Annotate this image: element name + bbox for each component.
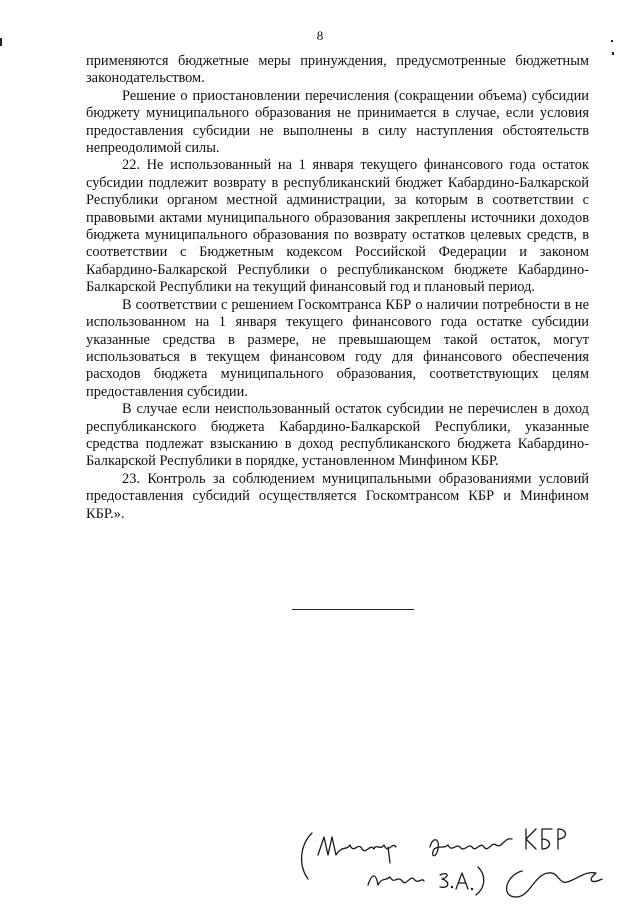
document-body <box>86 53 589 523</box>
paragraph-clause-22: 22. Не использованный на 1 января текущего финансового года остаток субсидии подлежит возврату в республиканский бюджет Кабардино-Балкарской Республики органом местной администрации, за которым в соответствии с правовыми актами муниципального образования закреплены источники доходов бюджета муниципального образования по возврату остатков целевых средств, в соответствии с Бюджетным кодексом Российской Федерации и законом Кабардино-Балкарской Республики о республиканском бюджете Кабардино-Балкарской Республики на текущий финансовый год и плановый период. <box>86 157 589 296</box>
paragraph: Решение о приостановлении перечисления (сокращении объема) субсидии бюджету муниципального образования не принимается в случае, если условия предоставления субсидии не выполнены в силу наступления обстоятельств непреодолимой силы. <box>86 87 589 157</box>
paragraph: В случае если неиспользованный остаток субсидии не перечислен в доход республиканского бюджета Кабардино-Балкарской Республики, указанные средства подлежат взысканию в доход республиканского бюджета Кабардино-Балкарской Республики в порядке, установленном Минфином КБР. <box>86 401 589 470</box>
divider-line <box>292 609 414 610</box>
left-edge-mark <box>0 38 2 46</box>
paragraph-clause-23: 23. Контроль за соблюдением муниципальными образованиями условий предоставления субсидий осуществляется Госкомтрансом КБР и Минфином КБР.». <box>86 470 589 522</box>
page-number: 8 <box>316 28 324 43</box>
right-edge-mark <box>612 52 614 55</box>
paragraph: В соответствии с решением Госкомтранса КБР о наличии потребности в не использованном на 1 января текущего финансового года остатке субсидии указанные средства в размере, не превышающем такой остаток, могут использоваться в текущем финансовом году для финансового обеспечения расходов бюджета муниципального образования, соответствующих целям предоставления субсидии. <box>86 296 589 400</box>
handwritten-signature <box>290 815 620 900</box>
paragraph: применяются бюджетные меры принуждения, предусмотренные бюджетным законодательством. <box>86 53 589 87</box>
right-edge-mark <box>611 40 613 42</box>
